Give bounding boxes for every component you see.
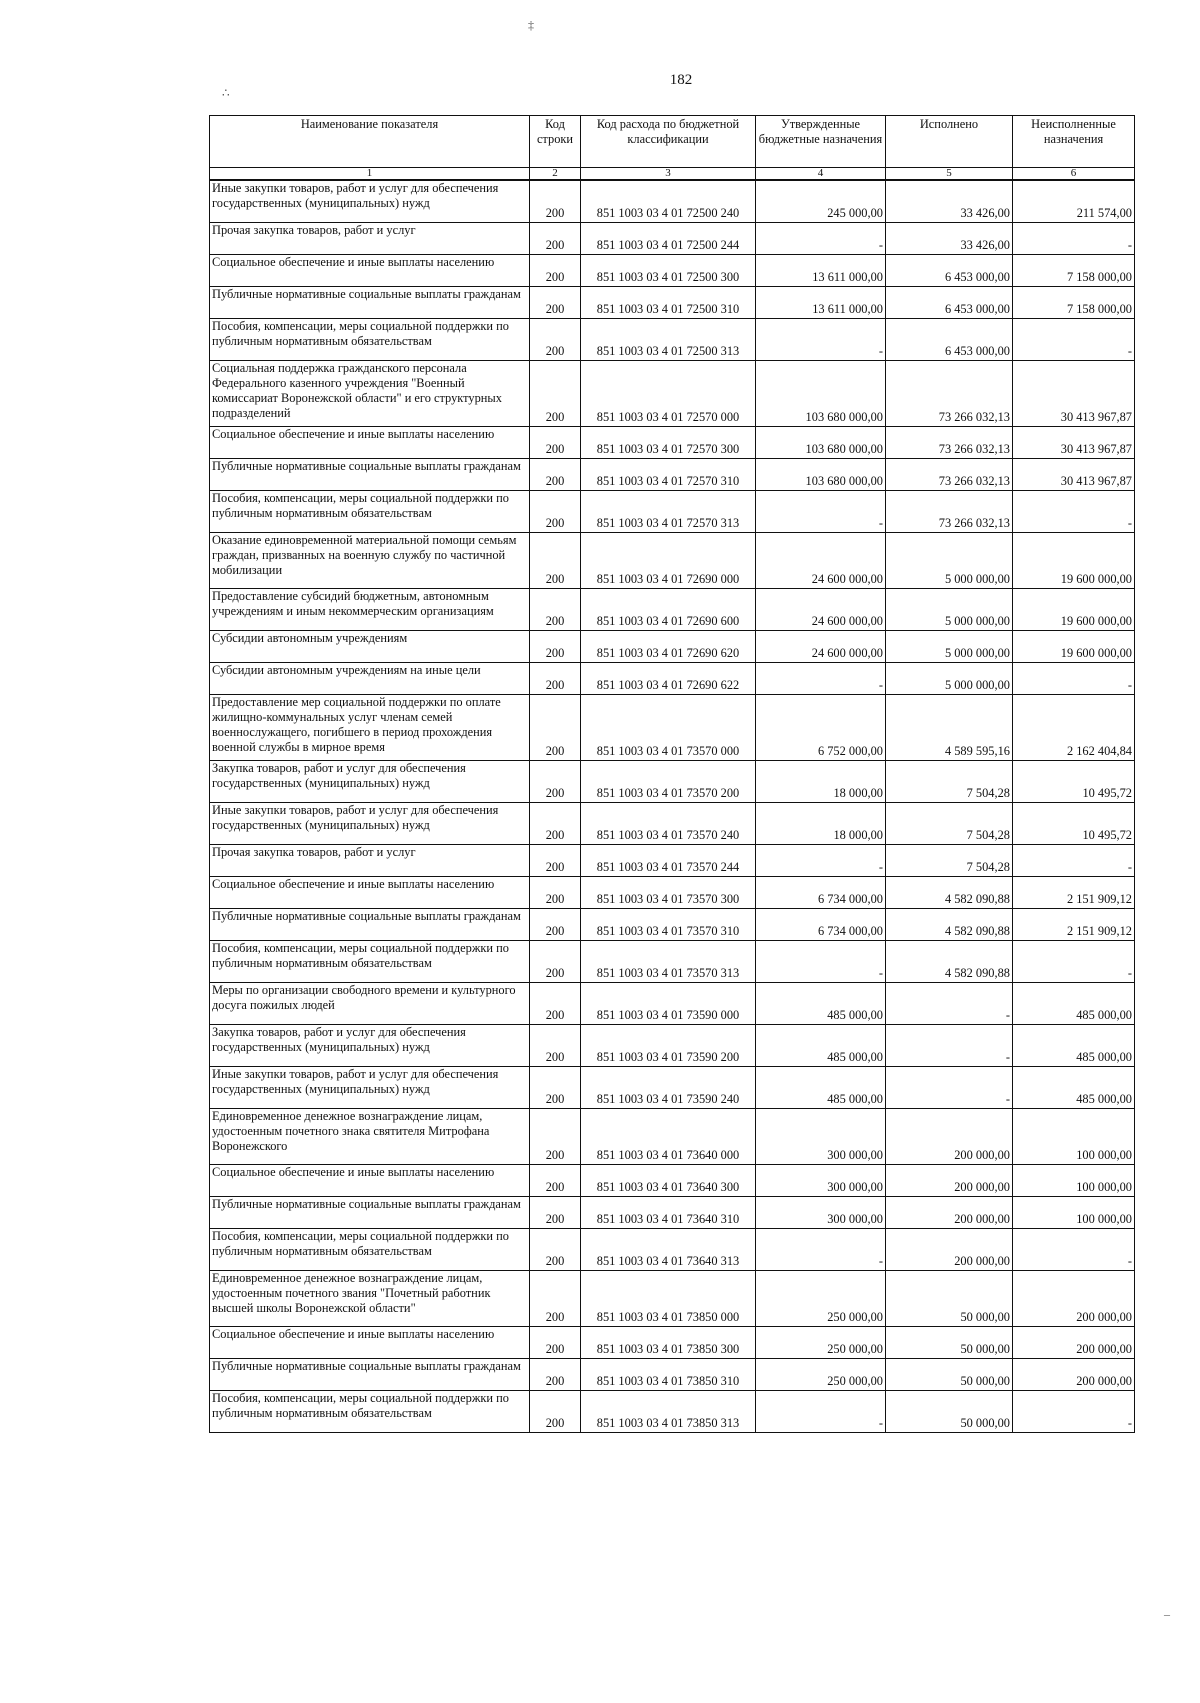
row-line-code: 200 <box>530 588 581 630</box>
row-line-code: 200 <box>530 286 581 318</box>
row-line-code: 200 <box>530 1270 581 1326</box>
row-name: Прочая закупка товаров, работ и услуг <box>210 844 530 876</box>
row-approved: 250 000,00 <box>756 1270 886 1326</box>
scan-artifact-mark: ∴ <box>222 86 230 100</box>
row-unexecuted: 211 574,00 <box>1013 180 1135 222</box>
row-executed: 73 266 032,13 <box>886 426 1013 458</box>
table-row <box>210 1358 1135 1390</box>
row-classification-code: 851 1003 03 4 01 73850 310 <box>581 1358 756 1390</box>
row-name: Закупка товаров, работ и услуг для обеспечения государственных (муниципальных) нужд <box>210 760 530 802</box>
row-unexecuted: 100 000,00 <box>1013 1108 1135 1164</box>
row-name: Пособия, компенсации, меры социальной поддержки по публичным нормативным обязательствам <box>210 490 530 532</box>
column-number: 4 <box>756 168 886 181</box>
row-name: Пособия, компенсации, меры социальной поддержки по публичным нормативным обязательствам <box>210 318 530 360</box>
row-name: Меры по организации свободного времени и культурного досуга пожилых людей <box>210 982 530 1024</box>
row-approved: 300 000,00 <box>756 1196 886 1228</box>
table-row <box>210 630 1135 662</box>
row-executed: - <box>886 1066 1013 1108</box>
row-unexecuted: - <box>1013 490 1135 532</box>
row-approved: 300 000,00 <box>756 1164 886 1196</box>
row-name: Субсидии автономным учреждениям <box>210 630 530 662</box>
row-unexecuted: - <box>1013 1228 1135 1270</box>
table-row <box>210 1196 1135 1228</box>
table-row <box>210 802 1135 844</box>
table-row <box>210 318 1135 360</box>
header-indicator-name: Наименование показателя <box>210 116 530 168</box>
row-approved: - <box>756 222 886 254</box>
column-number: 3 <box>581 168 756 181</box>
row-line-code: 200 <box>530 844 581 876</box>
table-row <box>210 490 1135 532</box>
row-line-code: 200 <box>530 802 581 844</box>
row-classification-code: 851 1003 03 4 01 73570 244 <box>581 844 756 876</box>
table-row <box>210 254 1135 286</box>
row-executed: 50 000,00 <box>886 1326 1013 1358</box>
row-classification-code: 851 1003 03 4 01 73570 200 <box>581 760 756 802</box>
row-classification-code: 851 1003 03 4 01 73570 300 <box>581 876 756 908</box>
row-unexecuted: - <box>1013 662 1135 694</box>
row-unexecuted: 30 413 967,87 <box>1013 458 1135 490</box>
row-classification-code: 851 1003 03 4 01 72570 313 <box>581 490 756 532</box>
row-name: Публичные нормативные социальные выплаты гражданам <box>210 1196 530 1228</box>
row-executed: 5 000 000,00 <box>886 532 1013 588</box>
row-approved: - <box>756 662 886 694</box>
table-row <box>210 760 1135 802</box>
row-executed: 6 453 000,00 <box>886 286 1013 318</box>
table-row <box>210 222 1135 254</box>
table-row <box>210 1066 1135 1108</box>
row-classification-code: 851 1003 03 4 01 72570 300 <box>581 426 756 458</box>
row-name: Социальное обеспечение и иные выплаты населению <box>210 876 530 908</box>
table-row <box>210 876 1135 908</box>
row-approved: - <box>756 1390 886 1432</box>
row-line-code: 200 <box>530 1108 581 1164</box>
row-classification-code: 851 1003 03 4 01 72690 622 <box>581 662 756 694</box>
row-executed: 73 266 032,13 <box>886 490 1013 532</box>
row-executed: 7 504,28 <box>886 760 1013 802</box>
row-unexecuted: - <box>1013 940 1135 982</box>
row-line-code: 200 <box>530 1066 581 1108</box>
table-row <box>210 1326 1135 1358</box>
row-name: Единовременное денежное вознаграждение лицам, удостоенным почетного знака святителя Митрофана Воронежского <box>210 1108 530 1164</box>
row-approved: 245 000,00 <box>756 180 886 222</box>
table-row <box>210 1228 1135 1270</box>
row-classification-code: 851 1003 03 4 01 72690 600 <box>581 588 756 630</box>
row-executed: 50 000,00 <box>886 1270 1013 1326</box>
row-executed: 50 000,00 <box>886 1390 1013 1432</box>
row-approved: 6 734 000,00 <box>756 876 886 908</box>
row-name: Прочая закупка товаров, работ и услуг <box>210 222 530 254</box>
row-unexecuted: 10 495,72 <box>1013 760 1135 802</box>
row-approved: 24 600 000,00 <box>756 532 886 588</box>
row-executed: 4 582 090,88 <box>886 876 1013 908</box>
row-approved: 13 611 000,00 <box>756 286 886 318</box>
row-unexecuted: 200 000,00 <box>1013 1270 1135 1326</box>
row-approved: 485 000,00 <box>756 1024 886 1066</box>
row-classification-code: 851 1003 03 4 01 73590 200 <box>581 1024 756 1066</box>
row-line-code: 200 <box>530 254 581 286</box>
row-unexecuted: - <box>1013 222 1135 254</box>
row-line-code: 200 <box>530 1326 581 1358</box>
row-approved: 300 000,00 <box>756 1108 886 1164</box>
row-approved: 485 000,00 <box>756 982 886 1024</box>
row-executed: 4 582 090,88 <box>886 908 1013 940</box>
row-executed: 5 000 000,00 <box>886 662 1013 694</box>
row-name: Пособия, компенсации, меры социальной поддержки по публичным нормативным обязательствам <box>210 1390 530 1432</box>
row-line-code: 200 <box>530 1390 581 1432</box>
row-line-code: 200 <box>530 318 581 360</box>
row-executed: 200 000,00 <box>886 1228 1013 1270</box>
scan-artifact-mark: ‡ <box>528 18 534 32</box>
row-executed: 200 000,00 <box>886 1108 1013 1164</box>
row-classification-code: 851 1003 03 4 01 73590 240 <box>581 1066 756 1108</box>
row-executed: 5 000 000,00 <box>886 588 1013 630</box>
row-approved: 6 752 000,00 <box>756 694 886 760</box>
row-executed: 200 000,00 <box>886 1164 1013 1196</box>
row-line-code: 200 <box>530 426 581 458</box>
row-executed: 73 266 032,13 <box>886 458 1013 490</box>
row-unexecuted: - <box>1013 318 1135 360</box>
row-approved: 18 000,00 <box>756 760 886 802</box>
table-row <box>210 286 1135 318</box>
row-name: Пособия, компенсации, меры социальной поддержки по публичным нормативным обязательствам <box>210 1228 530 1270</box>
column-number-row <box>210 168 1135 181</box>
table-row <box>210 844 1135 876</box>
row-name: Оказание единовременной материальной помощи семьям граждан, призванных на военную службу по частичной мобилизации <box>210 532 530 588</box>
row-classification-code: 851 1003 03 4 01 73640 313 <box>581 1228 756 1270</box>
header-classification-code: Код расхода по бюджетной классификации <box>581 116 756 168</box>
row-executed: 33 426,00 <box>886 222 1013 254</box>
row-name: Публичные нормативные социальные выплаты гражданам <box>210 908 530 940</box>
row-executed: - <box>886 1024 1013 1066</box>
row-approved: 103 680 000,00 <box>756 426 886 458</box>
row-classification-code: 851 1003 03 4 01 72570 310 <box>581 458 756 490</box>
table-row <box>210 180 1135 222</box>
row-executed: 73 266 032,13 <box>886 360 1013 426</box>
column-number: 2 <box>530 168 581 181</box>
row-approved: 485 000,00 <box>756 1066 886 1108</box>
row-approved: 6 734 000,00 <box>756 908 886 940</box>
row-unexecuted: 200 000,00 <box>1013 1326 1135 1358</box>
row-name: Иные закупки товаров, работ и услуг для обеспечения государственных (муниципальных) нужд <box>210 180 530 222</box>
table-row <box>210 940 1135 982</box>
row-approved: 250 000,00 <box>756 1326 886 1358</box>
row-classification-code: 851 1003 03 4 01 73570 240 <box>581 802 756 844</box>
row-name: Публичные нормативные социальные выплаты гражданам <box>210 458 530 490</box>
row-unexecuted: 19 600 000,00 <box>1013 532 1135 588</box>
row-unexecuted: 10 495,72 <box>1013 802 1135 844</box>
row-line-code: 200 <box>530 180 581 222</box>
table-row <box>210 426 1135 458</box>
row-line-code: 200 <box>530 360 581 426</box>
row-unexecuted: 200 000,00 <box>1013 1358 1135 1390</box>
row-classification-code: 851 1003 03 4 01 73570 313 <box>581 940 756 982</box>
header-executed: Исполнено <box>886 116 1013 168</box>
row-executed: 4 582 090,88 <box>886 940 1013 982</box>
row-name: Социальное обеспечение и иные выплаты населению <box>210 254 530 286</box>
page-number: 182 <box>669 72 693 88</box>
row-unexecuted: 485 000,00 <box>1013 1066 1135 1108</box>
table-body <box>210 180 1135 1432</box>
row-line-code: 200 <box>530 940 581 982</box>
row-name: Субсидии автономным учреждениям на иные цели <box>210 662 530 694</box>
row-classification-code: 851 1003 03 4 01 73640 000 <box>581 1108 756 1164</box>
row-unexecuted: 2 151 909,12 <box>1013 908 1135 940</box>
row-approved: - <box>756 844 886 876</box>
row-line-code: 200 <box>530 532 581 588</box>
row-name: Социальная поддержка гражданского персонала Федерального казенного учреждения "Военный комиссариат Воронежской области" и его структурных подразделений <box>210 360 530 426</box>
row-approved: 18 000,00 <box>756 802 886 844</box>
column-number: 5 <box>886 168 1013 181</box>
row-executed: 6 453 000,00 <box>886 254 1013 286</box>
table-row <box>210 360 1135 426</box>
row-approved: 24 600 000,00 <box>756 588 886 630</box>
row-classification-code: 851 1003 03 4 01 72570 000 <box>581 360 756 426</box>
row-classification-code: 851 1003 03 4 01 72500 313 <box>581 318 756 360</box>
table-row <box>210 982 1135 1024</box>
row-line-code: 200 <box>530 1228 581 1270</box>
row-executed: 5 000 000,00 <box>886 630 1013 662</box>
column-number: 6 <box>1013 168 1135 181</box>
row-unexecuted: 30 413 967,87 <box>1013 426 1135 458</box>
row-line-code: 200 <box>530 1024 581 1066</box>
row-unexecuted: - <box>1013 1390 1135 1432</box>
row-approved: - <box>756 940 886 982</box>
row-unexecuted: 30 413 967,87 <box>1013 360 1135 426</box>
row-classification-code: 851 1003 03 4 01 72500 240 <box>581 180 756 222</box>
row-line-code: 200 <box>530 662 581 694</box>
row-classification-code: 851 1003 03 4 01 73590 000 <box>581 982 756 1024</box>
table-row <box>210 1024 1135 1066</box>
row-name: Публичные нормативные социальные выплаты гражданам <box>210 1358 530 1390</box>
header-row <box>210 116 1135 168</box>
row-executed: 33 426,00 <box>886 180 1013 222</box>
row-classification-code: 851 1003 03 4 01 73640 300 <box>581 1164 756 1196</box>
table-row <box>210 908 1135 940</box>
row-name: Закупка товаров, работ и услуг для обеспечения государственных (муниципальных) нужд <box>210 1024 530 1066</box>
row-name: Предоставление субсидий бюджетным, автономным учреждениям и иным некоммерческим организациям <box>210 588 530 630</box>
row-name: Единовременное денежное вознаграждение лицам, удостоенным почетного звания "Почетный работник высшей школы Воронежской области" <box>210 1270 530 1326</box>
row-line-code: 200 <box>530 222 581 254</box>
row-name: Публичные нормативные социальные выплаты гражданам <box>210 286 530 318</box>
row-unexecuted: 2 151 909,12 <box>1013 876 1135 908</box>
table-row <box>210 694 1135 760</box>
row-unexecuted: 7 158 000,00 <box>1013 254 1135 286</box>
row-unexecuted: 100 000,00 <box>1013 1164 1135 1196</box>
row-approved: - <box>756 1228 886 1270</box>
row-executed: 7 504,28 <box>886 844 1013 876</box>
row-line-code: 200 <box>530 490 581 532</box>
budget-execution-table <box>209 115 1135 1433</box>
row-line-code: 200 <box>530 982 581 1024</box>
row-name: Социальное обеспечение и иные выплаты населению <box>210 426 530 458</box>
row-line-code: 200 <box>530 1164 581 1196</box>
row-classification-code: 851 1003 03 4 01 73570 310 <box>581 908 756 940</box>
row-classification-code: 851 1003 03 4 01 73850 313 <box>581 1390 756 1432</box>
column-number: 1 <box>210 168 530 181</box>
row-approved: 13 611 000,00 <box>756 254 886 286</box>
row-unexecuted: 485 000,00 <box>1013 1024 1135 1066</box>
row-classification-code: 851 1003 03 4 01 73850 000 <box>581 1270 756 1326</box>
row-line-code: 200 <box>530 908 581 940</box>
row-classification-code: 851 1003 03 4 01 72690 000 <box>581 532 756 588</box>
row-classification-code: 851 1003 03 4 01 72500 310 <box>581 286 756 318</box>
table-header <box>210 116 1135 181</box>
row-unexecuted: 19 600 000,00 <box>1013 588 1135 630</box>
row-classification-code: 851 1003 03 4 01 73640 310 <box>581 1196 756 1228</box>
row-executed: 7 504,28 <box>886 802 1013 844</box>
row-classification-code: 851 1003 03 4 01 72500 300 <box>581 254 756 286</box>
row-name: Иные закупки товаров, работ и услуг для обеспечения государственных (муниципальных) нужд <box>210 1066 530 1108</box>
row-approved: - <box>756 318 886 360</box>
row-unexecuted: 2 162 404,84 <box>1013 694 1135 760</box>
table-row <box>210 1270 1135 1326</box>
row-line-code: 200 <box>530 760 581 802</box>
table-row <box>210 662 1135 694</box>
header-unexecuted: Неисполненные назначения <box>1013 116 1135 168</box>
row-approved: 250 000,00 <box>756 1358 886 1390</box>
row-executed: - <box>886 982 1013 1024</box>
table-row <box>210 1108 1135 1164</box>
row-classification-code: 851 1003 03 4 01 72690 620 <box>581 630 756 662</box>
row-executed: 4 589 595,16 <box>886 694 1013 760</box>
row-name: Иные закупки товаров, работ и услуг для обеспечения государственных (муниципальных) нужд <box>210 802 530 844</box>
row-name: Социальное обеспечение и иные выплаты населению <box>210 1326 530 1358</box>
row-unexecuted: 100 000,00 <box>1013 1196 1135 1228</box>
row-approved: 103 680 000,00 <box>756 360 886 426</box>
header-line-code: Код строки <box>530 116 581 168</box>
table-row <box>210 588 1135 630</box>
row-line-code: 200 <box>530 630 581 662</box>
row-line-code: 200 <box>530 876 581 908</box>
scan-artifact-mark: – <box>1164 1607 1170 1621</box>
row-executed: 50 000,00 <box>886 1358 1013 1390</box>
row-name: Пособия, компенсации, меры социальной поддержки по публичным нормативным обязательствам <box>210 940 530 982</box>
table-row <box>210 458 1135 490</box>
row-line-code: 200 <box>530 1358 581 1390</box>
table-row <box>210 1164 1135 1196</box>
row-name: Социальное обеспечение и иные выплаты населению <box>210 1164 530 1196</box>
table-row <box>210 532 1135 588</box>
row-name: Предоставление мер социальной поддержки по оплате жилищно-коммунальных услуг членам семей военнослужащего, погибшего в период прохождения военной службы в мирное время <box>210 694 530 760</box>
row-unexecuted: 7 158 000,00 <box>1013 286 1135 318</box>
row-approved: - <box>756 490 886 532</box>
header-approved: Утвержденные бюджетные назначения <box>756 116 886 168</box>
row-approved: 103 680 000,00 <box>756 458 886 490</box>
row-unexecuted: - <box>1013 844 1135 876</box>
row-unexecuted: 19 600 000,00 <box>1013 630 1135 662</box>
row-line-code: 200 <box>530 458 581 490</box>
row-executed: 6 453 000,00 <box>886 318 1013 360</box>
table-row <box>210 1390 1135 1432</box>
row-executed: 200 000,00 <box>886 1196 1013 1228</box>
row-line-code: 200 <box>530 694 581 760</box>
row-unexecuted: 485 000,00 <box>1013 982 1135 1024</box>
row-classification-code: 851 1003 03 4 01 73850 300 <box>581 1326 756 1358</box>
row-classification-code: 851 1003 03 4 01 73570 000 <box>581 694 756 760</box>
row-classification-code: 851 1003 03 4 01 72500 244 <box>581 222 756 254</box>
row-approved: 24 600 000,00 <box>756 630 886 662</box>
row-line-code: 200 <box>530 1196 581 1228</box>
